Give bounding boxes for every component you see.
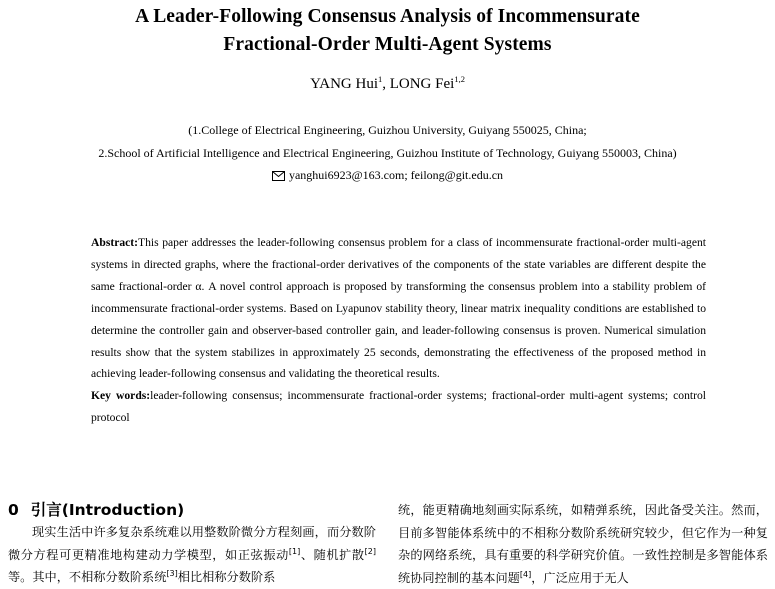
citation: [2] [364, 546, 377, 556]
body-text: 相比相称分数阶系 [177, 570, 276, 584]
body-text: ，广泛应用于无人 [531, 570, 629, 585]
body-text: 等。其中，不相称分数阶系统 [8, 570, 167, 584]
section-number: 0 [8, 501, 19, 519]
author-name: LONG Fei [389, 76, 455, 92]
intro-paragraph [8, 521, 376, 589]
paper-title-line-1: A Leader-Following Consensus Analysis of Incommensurate [135, 6, 640, 27]
email-line [0, 168, 775, 185]
intro-paragraph-continued [398, 499, 768, 589]
body-column-left [8, 499, 376, 589]
body-column-right [398, 499, 768, 589]
keywords-paragraph [66, 385, 706, 429]
author-affiliation-mark: 1,2 [454, 74, 465, 84]
envelope-icon [272, 170, 285, 185]
paper-title-line-2: Fractional-Order Multi-Agent Systems [223, 34, 552, 55]
keywords-text: leader-following consensus; incommensurate fractional-order systems; fractional-order multi-agent systems; control protocol [91, 389, 706, 425]
abstract-paragraph [66, 232, 706, 385]
affiliation-line-1: (1.College of Electrical Engineering, Guizhou University, Guiyang 550025, China; [188, 123, 587, 137]
affiliation-line-2: 2.School of Artificial Intelligence and Electrical Engineering, Guizhou Institute of Technology, Guiyang 550003, China) [98, 146, 677, 160]
citation: [1] [288, 546, 301, 556]
abstract-section [66, 232, 706, 429]
abstract-label: Abstract: [91, 236, 139, 249]
author-name: YANG Hui [310, 76, 378, 92]
email-addresses: yanghui6923@163.com; feilong@git.edu.cn [288, 168, 504, 182]
body-text: 现实生活中许多复杂系统难以用整数阶微分方程刻画，而分数阶微分方程可更精准地构建动力学模型，如正弦振动 [8, 525, 376, 562]
body-text: 统，能更精确地刻画实际系统，如精弹系统，因此备受关注。然而，目前多智能体系统中的不相称分数阶系统研究较少，但它作为一种复杂的网络系统，具有重要的科学研究价值。一致性控制是多智能体系统协同控制的基本问题 [398, 503, 768, 585]
author-list: YANG Hui$^1$, LONG Fei$^{1,2}$ [310, 74, 465, 92]
section-title: 引言(Introduction) [30, 501, 185, 519]
body-text: 、随机扩散 [300, 547, 365, 562]
keywords-label: Key words: [91, 389, 151, 403]
abstract-text: This paper addresses the leader-following consensus problem for a class of incommensurate fractional-order multi-agent systems in directed graphs, where the fractional-order derivatives of the components of the state variables are different despite the same fractional-order α. A novel control approach is proposed by transforming the consensus problem into a stability problem of incommensurate fractional-order systems. Based on Lyapunov stability theory, linear matrix inequality conditions are established to determine the controller gain and observer-based controller gain, and leader-following consensus is proven. Numerical simulation results show that the system stabilizes in approximately 25 seconds, demonstrating the effectiveness of the proposed method in achieving leader-following consensus and validating the theoretical results. [91, 236, 706, 381]
citation: [4] [519, 569, 532, 579]
section-heading [8, 499, 376, 521]
citation: [3] [166, 569, 178, 578]
author-affiliation-mark: 1 [377, 74, 383, 84]
